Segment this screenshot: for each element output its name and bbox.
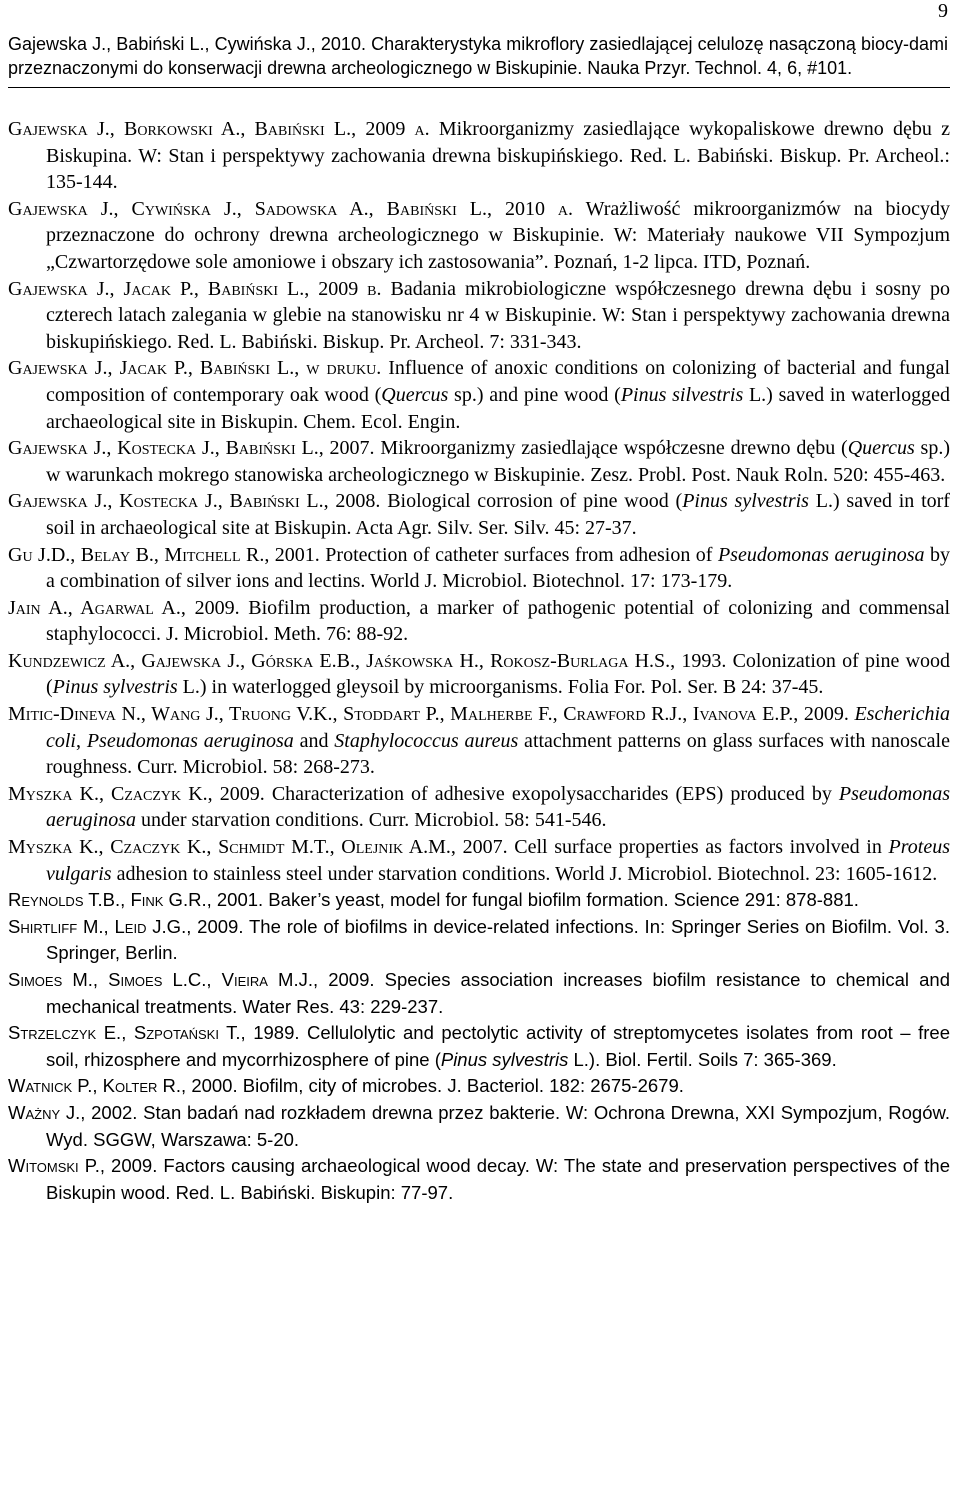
reference-authors: Shirtliff M., Leid J.G., 2009.	[8, 915, 244, 937]
reference-authors: Gu J.D., Belay B., Mitchell R., 2001.	[8, 543, 320, 566]
species-name: Pinus sylvestris	[52, 676, 178, 699]
species-name: Pseudomonas aeruginosa	[46, 782, 951, 832]
reference-text: by a combination of silver ions and lectins. World J. Microbiol. Biotechnol. 17: 173-179.	[46, 543, 951, 593]
reference-text: Wrażliwość mikroorganizmów na biocydy przeznaczone do ochrony drewna archeologicznego w Biskupinie. W: Materiały naukowe VII Sympozjum „Czwartorzędowe sole amoniowe i obszary ich zastosowania”. Poznań, 1-2 lipca. ITD, Poznań.	[46, 197, 950, 273]
reference-entry	[8, 435, 950, 488]
reference-text: Mikroorganizmy zasiedlające współczesne drewno dębu (	[374, 437, 848, 460]
reference-authors: Gajewska J., Kostecka J., Babiński L., 2007.	[8, 437, 375, 460]
reference-entry	[8, 834, 950, 887]
reference-text: and	[293, 729, 335, 752]
reference-entry	[8, 488, 950, 541]
reference-text: Influence of anoxic conditions on colonizing of bacterial and fungal composition of contemporary oak wood (	[46, 357, 950, 406]
species-name: Pinus silvestris	[620, 383, 744, 406]
reference-entry	[8, 967, 950, 1020]
reference-text: Cellulolytic and pectolytic activity of streptomycetes isolates from root – free soil, rhizosphere and mycorrhizosphere of pine (	[46, 1022, 950, 1070]
reference-authors: Simoes M., Simoes L.C., Vieira M.J., 2009.	[8, 969, 375, 990]
reference-text: attachment patterns on glass surfaces with nanoscale roughness. Curr. Microbiol. 58: 268-273.	[46, 729, 950, 779]
reference-entry	[8, 196, 950, 276]
species-name: Pseudomonas aeruginosa	[86, 729, 294, 752]
reference-authors: Jain A., Agarwal A., 2009.	[8, 596, 240, 619]
species-name: Pinus sylvestris	[440, 1048, 569, 1070]
reference-text: ,	[76, 729, 87, 752]
reference-entry	[8, 595, 950, 648]
reference-entry	[8, 542, 950, 595]
reference-authors: Ważny J., 2002.	[8, 1101, 138, 1123]
reference-entry	[8, 355, 950, 435]
reference-entry	[8, 701, 950, 781]
reference-text: Biofilm production, a marker of pathogenic potential of colonizing and commensal staphylococci. J. Microbiol. Meth. 76: 88-92.	[46, 596, 951, 646]
reference-list	[8, 116, 950, 1206]
header-divider	[8, 87, 950, 88]
reference-authors: Watnick P., Kolter R., 2000.	[8, 1075, 238, 1097]
reference-authors: Mitic-Dineva N., Wang J., Truong V.K., Stoddart P., Malherbe F., Crawford R.J., Ivanova E.P., 2009.	[8, 703, 849, 726]
reference-entry	[8, 1153, 950, 1206]
reference-entry	[8, 116, 950, 196]
reference-text: Protection of catheter surfaces from adhesion of	[319, 543, 718, 566]
reference-text: sp.) and pine wood (	[448, 383, 621, 406]
species-name: Quercus	[847, 437, 915, 460]
species-name: Pinus sylvestris	[682, 490, 809, 513]
reference-text: L.). Biol. Fertil. Soils 7: 365-369.	[568, 1048, 837, 1070]
reference-entry	[8, 1100, 950, 1153]
reference-authors: Gajewska J., Cywińska J., Sadowska A., Babiński L., 2010 a.	[8, 197, 574, 220]
species-name: Escherichia coli	[46, 703, 950, 752]
reference-authors: Reynolds T.B., Fink G.R., 2001.	[8, 889, 264, 911]
reference-text: Badania mikrobiologiczne współczesnego drewna dębu i sosny po czterech latach zalegania w glebie na stanowisku nr 4 w Biskupinie. W: Stan i perspektywy zachowania drewna biskupińskiego. Red. L. Babiński. Biskup. Pr. Archeol. 7: 331-343.	[46, 277, 950, 353]
reference-text: Species association increases biofilm resistance to chemical and mechanical treatments. Water Res. 43: 229-237.	[46, 969, 950, 1017]
reference-text: Characterization of adhesive exopolysaccharides (EPS) produced by	[264, 782, 839, 805]
reference-text: adhesion to stainless steel under starvation conditions. World J. Microbiol. Biotechnol. 23: 1605-1612.	[111, 862, 938, 885]
reference-entry	[8, 1020, 950, 1073]
reference-authors: Strzelczyk E., Szpotański T., 1989.	[8, 1022, 300, 1044]
reference-entry	[8, 781, 950, 834]
reference-authors: Myszka K., Czaczyk K., 2009.	[8, 782, 265, 805]
species-name: Proteus vulgaris	[46, 836, 951, 885]
reference-entry	[8, 887, 950, 914]
reference-text: The role of biofilms in device-related infections. In: Springer Series on Biofilm. Vol. 3. Springer, Berlin.	[46, 915, 950, 964]
reference-authors: Gajewska J., Kostecka J., Babiński L., 2008.	[8, 490, 381, 513]
reference-entry	[8, 914, 950, 967]
reference-text: Cell surface properties as factors involved in	[507, 836, 889, 859]
reference-text: under starvation conditions. Curr. Microbiol. 58: 541-546.	[136, 809, 607, 832]
running-header-citation: Gajewska J., Babiński L., Cywińska J., 2010. Charakterystyka mikroflory zasiedlającej celulozę nasączoną biocy-dami przeznaczonymi do konserwacji drewna archeologicznego w Biskupinie. Nauka Przyr. Technol. 4, 6, #101.	[8, 34, 948, 78]
reference-authors: Gajewska J., Jacak P., Babiński L., w druku.	[8, 357, 382, 380]
reference-text: Biofilm, city of microbes. J. Bacteriol. 182: 2675-2679.	[237, 1075, 684, 1097]
reference-authors: Gajewska J., Jacak P., Babiński L., 2009 b.	[8, 277, 382, 300]
reference-authors: Myszka K., Czaczyk K., Schmidt M.T., Olejnik A.M., 2007.	[8, 836, 508, 859]
reference-entry	[8, 648, 950, 701]
reference-entry	[8, 276, 950, 356]
page-number: 9	[938, 0, 948, 22]
reference-text: Mikroorganizmy zasiedlające wykopaliskowe drewno dębu z Biskupina. W: Stan i perspektywy zachowania drewna biskupińskiego. Red. L. Babiński. Biskup. Pr. Archeol.: 135-144.	[46, 118, 950, 194]
reference-text: sp.) w warunkach mokrego stanowiska archeologicznego w Biskupinie. Zesz. Probl. Post. Nauk Roln. 520: 455-463.	[46, 437, 950, 486]
species-name: Pseudomonas aeruginosa	[717, 543, 925, 566]
reference-text: Baker’s yeast, model for fungal biofilm formation. Science 291: 878-881.	[263, 889, 859, 911]
species-name: Staphylococcus aureus	[334, 729, 519, 752]
reference-text: Factors causing archaeological wood decay. W: The state and preservation perspectives of the Biskupin wood. Red. L. Babiński. Biskupin: 77-97.	[46, 1155, 951, 1203]
reference-text: L.) in waterlogged gleysoil by microorganisms. Folia For. Pol. Ser. B 24: 37-45.	[177, 676, 824, 699]
reference-text: Colonization of pine wood (	[46, 649, 951, 699]
reference-text: Stan badań nad rozkładem drewna przez bakterie. W: Ochrona Drewna, XXI Sympozjum, Rogów. Wyd. SGGW, Warszawa: 5-20.	[46, 1101, 950, 1150]
reference-text: Biological corrosion of pine wood (	[380, 490, 683, 513]
reference-authors: Gajewska J., Borkowski A., Babiński L., 2009 a.	[8, 118, 430, 140]
reference-authors: Kundzewicz A., Gajewska J., Górska E.B., Jaśkowska H., Rokosz-Burlaga H.S., 1993.	[8, 649, 727, 672]
reference-entry	[8, 1073, 950, 1100]
reference-authors: Witomski P., 2009.	[8, 1155, 158, 1177]
species-name: Quercus	[381, 383, 449, 406]
reference-text: L.) saved in torf soil in archaeological site at Biskupin. Acta Agr. Silv. Ser. Silv. 45: 27-37.	[46, 490, 950, 539]
reference-text: L.) saved in waterlogged archaeological site in Biskupin. Chem. Ecol. Engin.	[46, 383, 950, 433]
